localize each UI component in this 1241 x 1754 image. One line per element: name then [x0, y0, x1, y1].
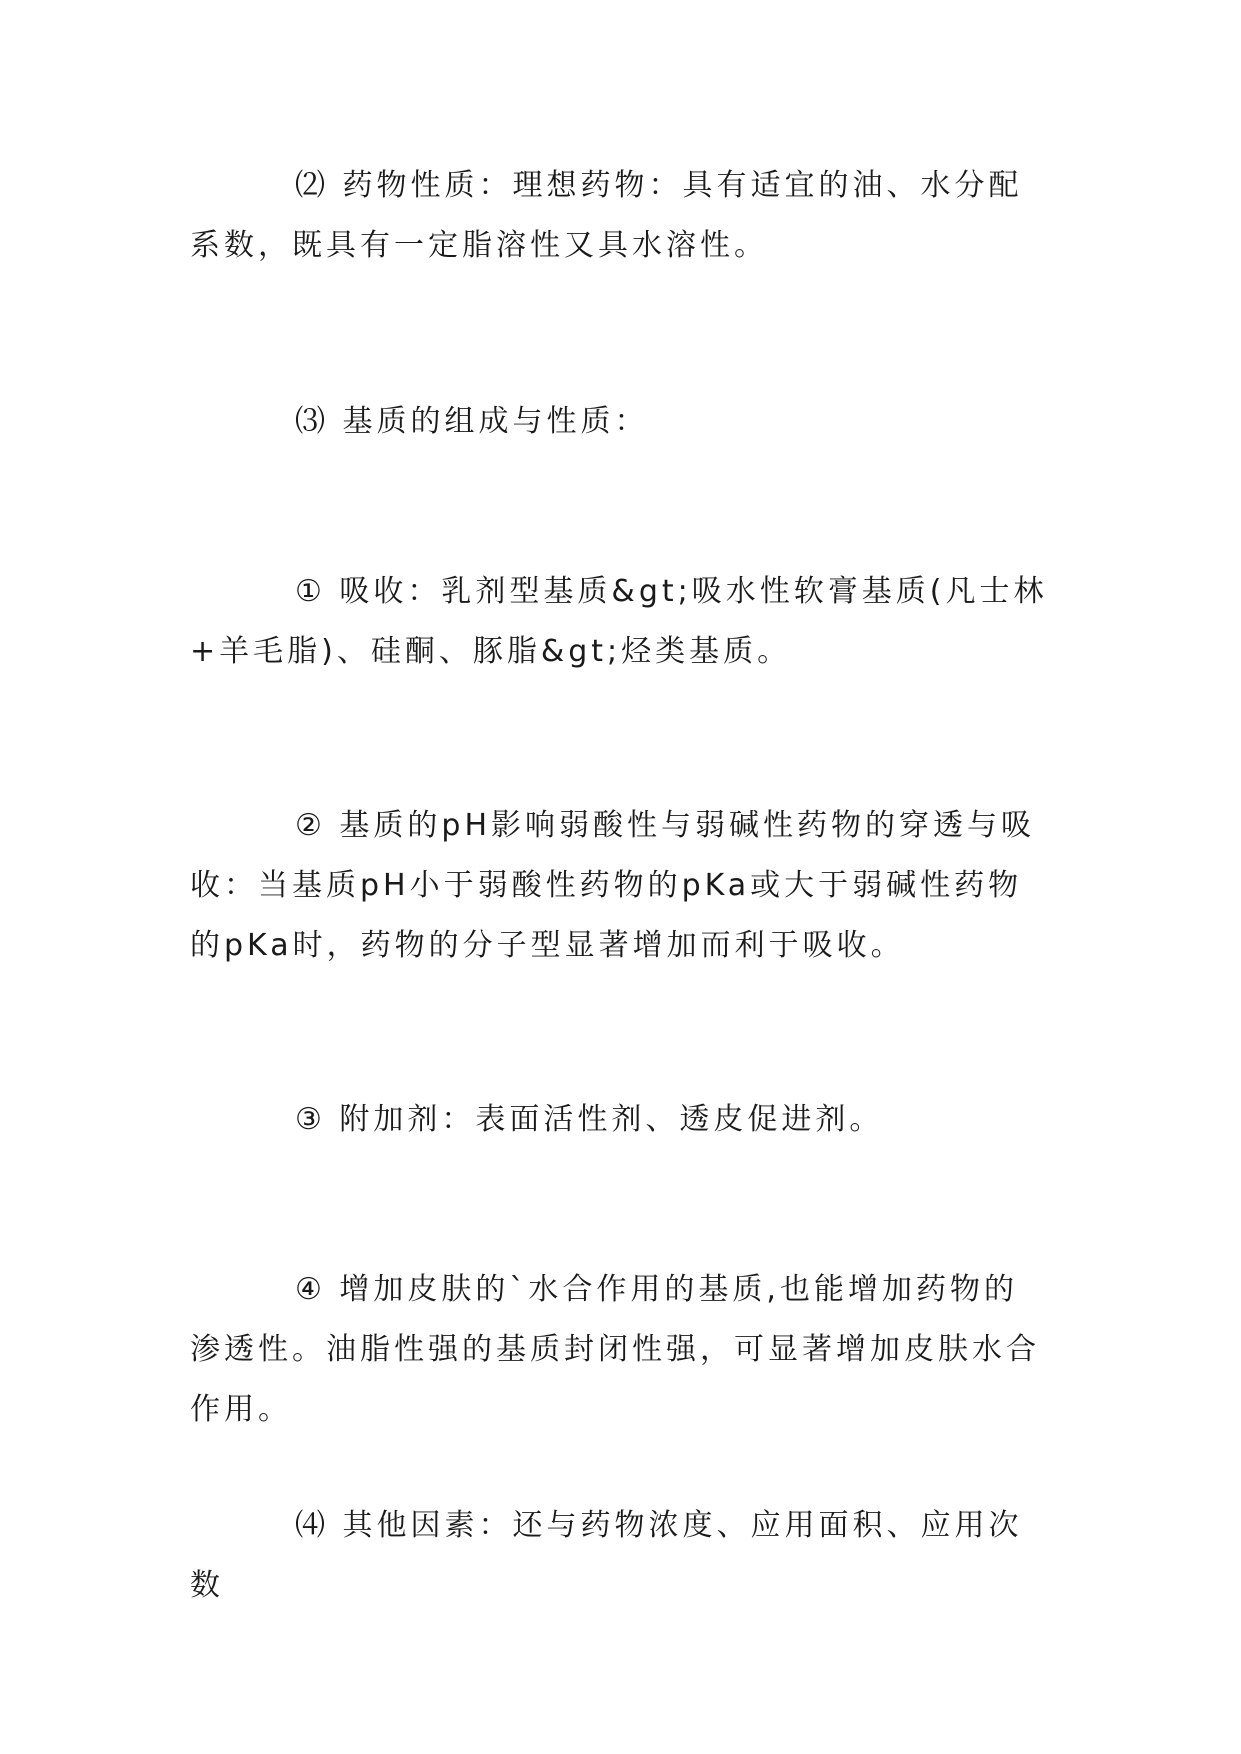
paragraph-base-composition: ⑶ 基质的组成与性质： — [295, 404, 649, 439]
paragraph-skin-hydration: ④ 增加皮肤的`水合作用的基质,也能增加药物的渗透性。油脂性强的基质封闭性强，可显著增加皮肤水合作用。 — [190, 1272, 1040, 1427]
paragraph-other-factors: ⑷ 其他因素：还与药物浓度、应用面积、应用次数 — [190, 1508, 1023, 1603]
paragraph-additives: ③ 附加剂：表面活性剂、透皮促进剂。 — [295, 1102, 884, 1137]
paragraph-drug-properties: ⑵ 药物性质：理想药物：具有适宜的油、水分配系数，既具有一定脂溶性又具水溶性。 — [190, 168, 1023, 263]
paragraph-absorption: ① 吸收：乳剂型基质&gt;吸水性软膏基质(凡士林+羊毛脂)、硅酮、豚脂&gt;烃类基质。 — [190, 574, 1048, 669]
paragraph-base-ph: ② 基质的pH影响弱酸性与弱碱性药物的穿透与吸收：当基质pH小于弱酸性药物的pKa或大于弱碱性药物的pKa时，药物的分子型显著增加而利于吸收。 — [190, 808, 1036, 963]
